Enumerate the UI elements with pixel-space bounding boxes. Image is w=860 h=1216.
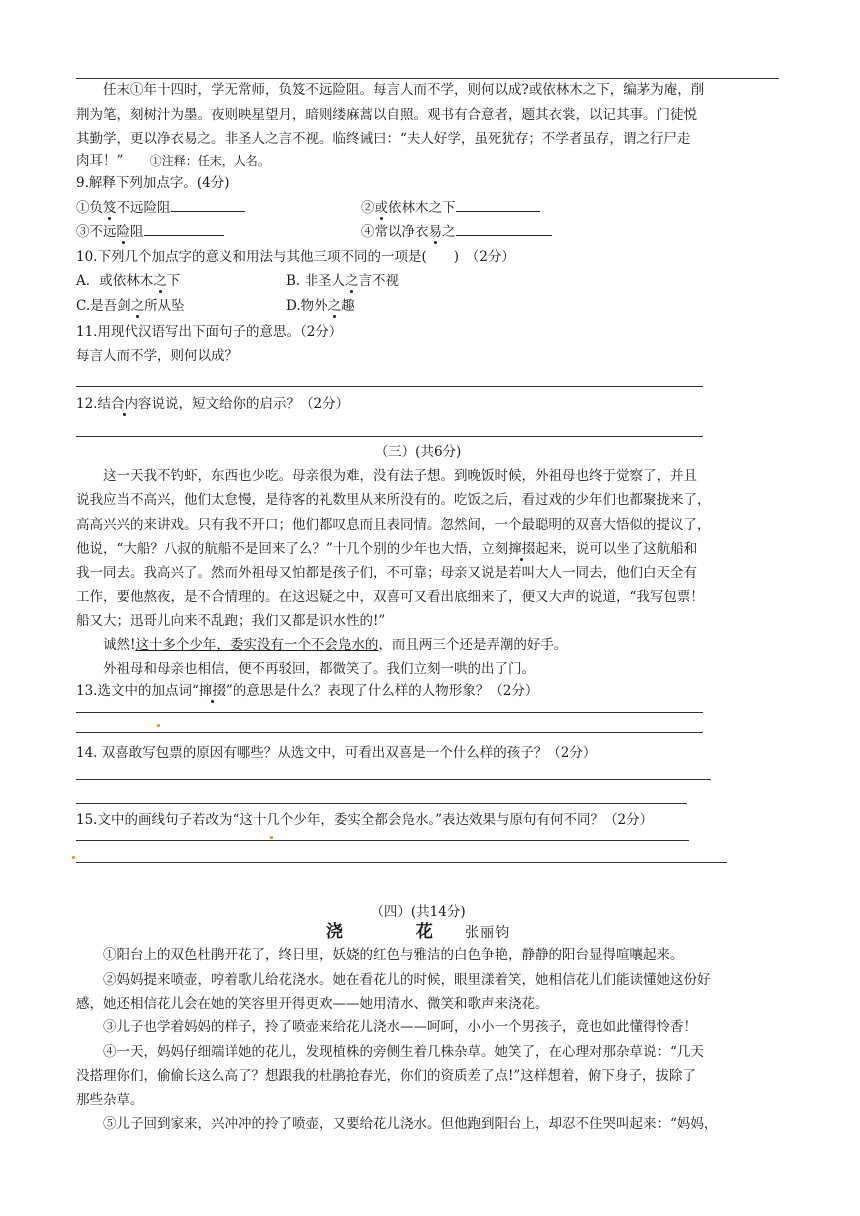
q11-sentence: 每言人而不学，则何以成？ [76,348,238,364]
sec4-title-row [76,922,760,943]
q9-answer-d-blank[interactable] [456,221,552,236]
sec3-line-6: 工作，要他熬夜，是不合情理的。在这迟疑之中，双喜可又看出底细来了，便又大声的说道，“我写包票！ [76,589,704,605]
sec3-line-1: 这一天我不钓虾，东西也少吃。母亲很为难，没有法子想。到晚饭时候，外祖母也终于觉察了，并且 [103,468,697,484]
sec3-line-2: 说我应当不高兴，他们太怠慢，是待客的礼数里从来所没有的。吃饭之后，看过戏的少年们也都聚拢来了， [76,492,711,508]
q12-stem: 12.结合内容说说，短文给你的启示？（2分） [76,396,350,412]
q9-answer-c-blank[interactable] [144,221,224,236]
classical-line-2: 荆为笔，刻树汁为墨。夜则映星望月，暗则缕麻蒿以自照。观书有合意者，题其衣裳，以记其事。门徒悦 [76,107,697,123]
top-rule [76,78,779,79]
q9-item-a: ①负笈不远险阻 [76,200,171,216]
essay-title: 浇 花 [325,922,461,942]
q9-row-2 [76,221,800,242]
q10-option-a[interactable]: A．或依林木之下 [76,273,181,289]
q11-answer-line[interactable] [76,386,703,387]
sec3-line-9: 外祖母和母亲也相信，便不再驳回，都微笑了。我们立刻一哄的出了门。 [103,661,535,677]
underlined-sentence: 这十多个少年，委实没有一个不会凫水的 [135,637,379,653]
essay-author: 张丽钧 [465,925,511,941]
sec4-para-3: ③儿子也学着妈妈的样子，拎了喷壶来给花儿浇水——呵呵，小小一个男孩子，竟也如此懂得怜香！ [103,1019,697,1035]
q10-option-d[interactable]: D.物外之趣 [286,298,355,314]
sec4-para-4b: 没搭理你们，偷偷长这么高了？想跟我的杜鹃抢春光，你们的资质差了点!”这样想着，俯下身子，拔除了 [76,1068,696,1084]
sec3-line-7: 船又大；迅哥儿向来不乱跑；我们又都是识水性的!” [76,613,386,629]
q9-stem: 9.解释下列加点字。(4分) [76,175,230,191]
q10-option-b[interactable]: B. 非圣人之言不视 [286,273,400,289]
footnote: ①注释：任末，人名。 [149,154,270,168]
q9-item-b: ②或依林木之下 [361,197,540,218]
sec4-para-2b: 感，她还相信花儿会在她的笑容里开得更欢——她用清水、微笑和歌声来浇花。 [76,996,549,1012]
q15-answer-line-1[interactable] [76,840,689,841]
scan-speck [270,836,273,839]
q12-answer-line[interactable] [76,436,703,437]
q15-stem: 15.文中的画线句子若改为“这十几个少年，委实全都会凫水。”表达效果与原句有何不同？（2分） [76,812,654,828]
q14-answer-line-1[interactable] [76,779,711,780]
q10-row-2 [76,296,800,316]
q10-row-1 [76,271,800,291]
q9-answer-a-blank[interactable] [171,197,245,212]
sec3-line-3: 高高兴兴的来讲戏。只有我不开口；他们都叹息而且表同情。忽然间，一个最聪明的双喜大悟似的提议了， [76,517,711,533]
sec3-heading: （三）(共6分) [374,444,462,460]
sec4-para-4a: ④一天，妈妈仔细端详她的花儿，发现植株的旁侧生着几株杂草。她笑了，在心理对那杂草说：“几天 [103,1044,704,1060]
sec3-line-5: 我一同去。我高兴了。然而外祖母又怕都是孩子们，不可靠；母亲又说是若叫大人一同去，他们白天全有 [76,565,697,581]
q14-stem: 14. 双喜敢写包票的原因有哪些？从选文中，可看出双喜是一个什么样的孩子？（2分） [76,745,597,761]
classical-line-1: 任末①年十四时，学无常师，负笈不远险阻。每言人而不学，则何以成?或依林木之下，编茅为庵，削 [103,82,705,98]
dotted-word-cuanduo: 撺掇 [508,541,536,557]
q13-stem: 13.选文中的加点词“撺掇”的意思是什么？表现了什么样的人物形象？（2分） [76,683,539,699]
classical-line-4 [76,151,800,171]
sec4-heading: （四）(共14分) [370,904,466,920]
sec4-para-2a: ②妈妈提来喷壶，哼着歌儿给花浇水。她在看花儿的时候，眼里漾着笑，她相信花儿们能读懂她这份好 [103,972,711,988]
scan-speck [157,724,160,727]
sec4-para-5: ⑤儿子回到家来，兴冲冲的拎了喷壶，又要给花儿浇水。但他跑到阳台上，却忍不住哭叫起来：“妈妈， [103,1116,718,1132]
sec4-para-4c: 那些杂草。 [76,1092,144,1108]
q15-answer-line-2[interactable] [76,862,727,863]
sec4-para-1: ①阳台上的双色杜鹃开花了，终日里，妖娆的红色与雅洁的白色争艳，静静的阳台显得喧嚷起来。 [103,947,684,963]
q9-answer-b-blank[interactable] [456,197,540,212]
classical-ending: 肉耳！” [76,153,124,169]
q13-answer-line-2[interactable] [76,732,703,733]
q11-stem: 11.用现代汉语写出下面句子的意思。（2分） [76,324,343,340]
sec3-line-4: 他说，“大船？八叔的航船不是回来了么？”十几个别的少年也大悟，立刻撺掇起来，说可以坐了这航船和 [76,541,698,557]
q13-answer-line-1[interactable] [76,712,703,713]
q9-item-c: ③不远险阻 [76,224,144,240]
q9-row-1 [76,197,800,218]
q10-option-c[interactable]: C.是吾剑之所从坠 [76,298,185,314]
q10-stem: 10.下列几个加点字的意义和用法与其他三项不同的一项是( ) （2分） [76,249,515,265]
scan-speck [72,856,75,859]
q12-dotted-words: 结合内容 [97,396,152,412]
q9-item-d: ④常以净衣易之 [361,221,552,242]
q14-answer-line-2[interactable] [76,803,687,804]
classical-line-3: 其勤学，更以净衣易之。非圣人之言不视。临终诫曰：“夫人好学，虽死犹存；不学者虽存，谓之行尸走 [76,131,691,147]
sec3-line-8: 诚然!这十多个少年，委实没有一个不会凫水的，而且两三个还是弄潮的好手。 [103,637,568,653]
